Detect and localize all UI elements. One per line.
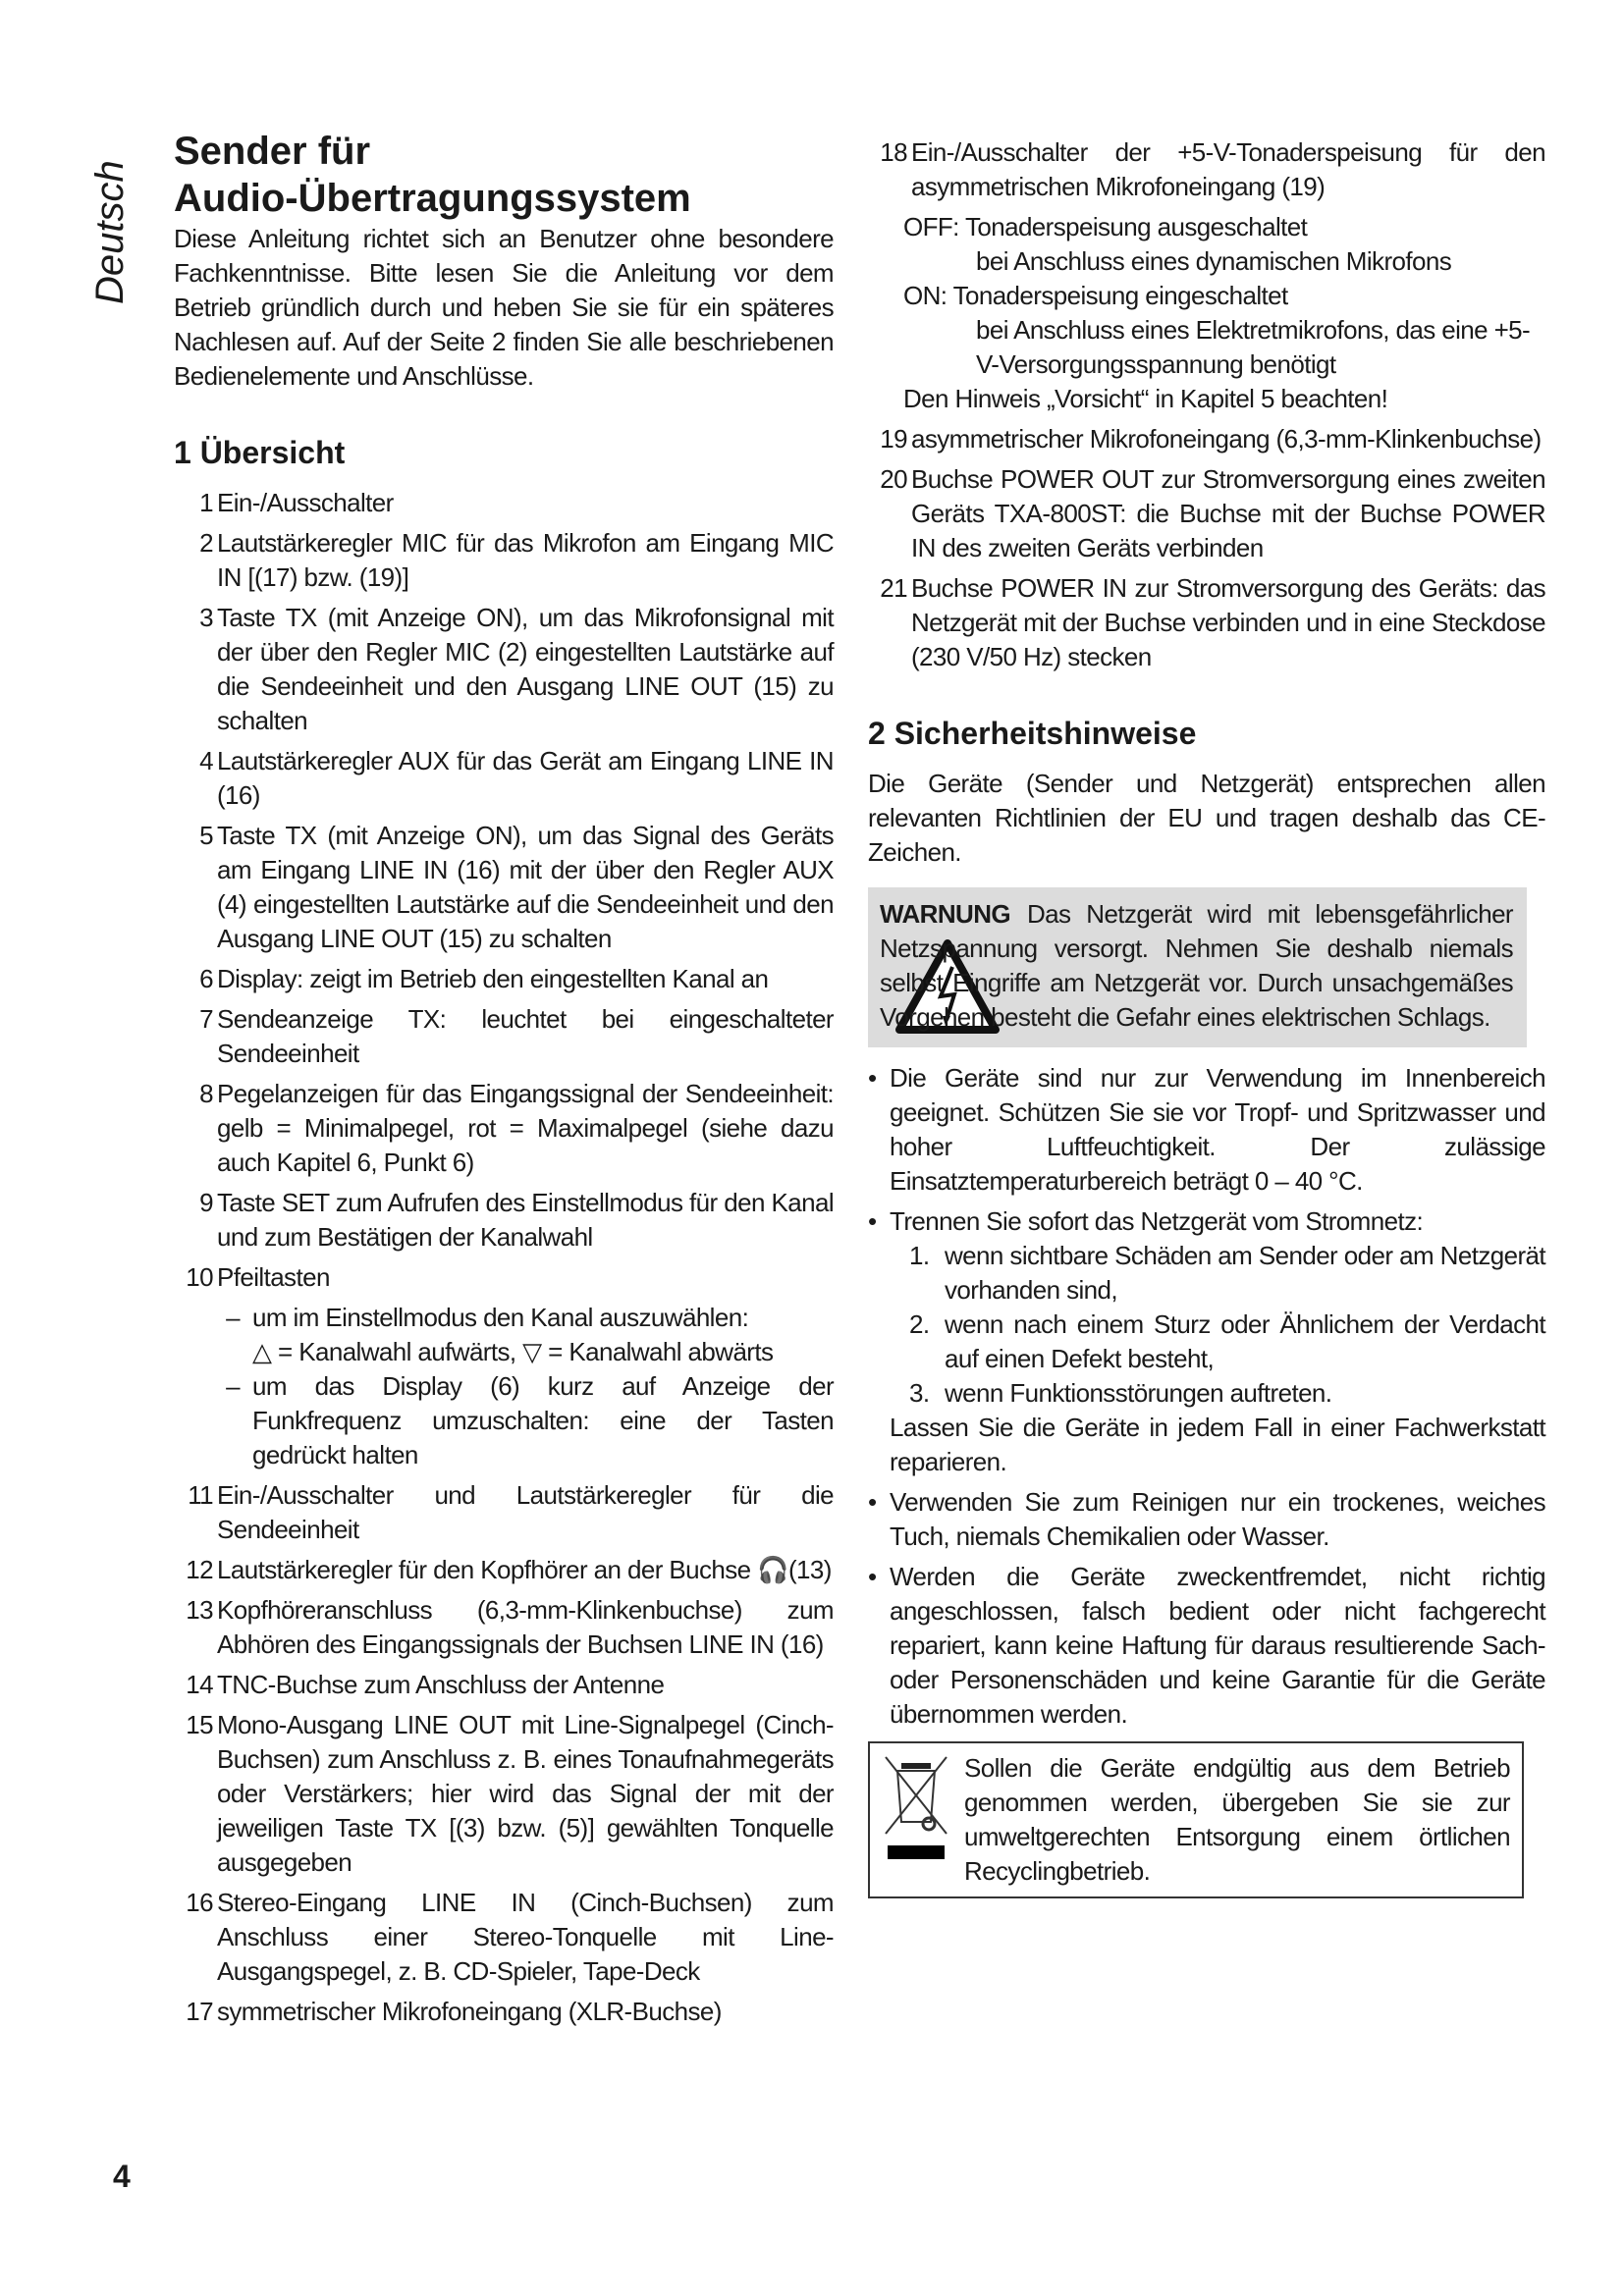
- option-on-desc: bei Anschluss eines Elektretmikrofons, das eine +5-V-Versorgungsspannung benötigt: [976, 315, 1531, 379]
- subitem-text: um im Einstellmodus den Kanal auszuwählen:: [252, 1303, 749, 1332]
- subitem-text: um das Display (6) kurz auf Anzeige der Funkfrequenz umzuschalten: eine der Tasten gedrückt halten: [252, 1371, 834, 1469]
- item-number: 9: [199, 1188, 213, 1217]
- numbered-text: wenn sichtbare Schäden am Sender oder am Netzgerät vorhanden sind,: [945, 1241, 1545, 1305]
- item-text: Pfeiltasten: [217, 1262, 330, 1292]
- item-number: 17: [186, 1997, 213, 2026]
- bullet-item: • Die Geräte sind nur zur Verwendung im Innenbereich geeignet. Schützen Sie sie vor Tropf- und Spritzwasser und hoher Luftfeuchtigkeit. Der zulässige Einsatztemperaturbereich beträgt 0 – 40 °C.: [868, 1061, 1545, 1199]
- item-text: Taste TX (mit Anzeige ON), um das Mikrofonsignal mit der über den Regler MIC (2) eingestellten Lautstärke auf die Sendeeinheit und den Ausgang LINE OUT (15) zu schalten: [217, 603, 834, 735]
- section-1-heading: 1 Übersicht: [174, 435, 346, 470]
- item-text: TNC-Buchse zum Anschluss der Antenne: [217, 1670, 665, 1699]
- list-subitem: – um im Einstellmodus den Kanal auszuwählen:: [213, 1301, 834, 1335]
- list-item: [174, 819, 834, 956]
- list-item: [174, 1593, 834, 1662]
- item-text: Ein-/Ausschalter: [217, 488, 394, 517]
- item-text: Lautstärkeregler für den Kopfhörer an der Buchse 🎧(13): [217, 1555, 832, 1584]
- item-text: Sendeanzeige TX: leuchtet bei eingeschalteter Sendeeinheit: [217, 1004, 834, 1068]
- bullet-text: Trennen Sie sofort das Netzgerät vom Stromnetz:: [890, 1206, 1424, 1236]
- item-number: 3: [199, 603, 213, 632]
- item-text: Display: zeigt im Betrieb den eingestellten Kanal an: [217, 964, 769, 993]
- list-item: [174, 1886, 834, 1989]
- list-item: [174, 526, 834, 595]
- list-item: [174, 1708, 834, 1880]
- section-2-heading: 2 Sicherheitshinweise: [868, 716, 1197, 751]
- item-text: Pegelanzeigen für das Eingangssignal der Sendeeinheit: gelb = Minimalpegel, rot = Maximalpegel (siehe dazu auch Kapitel 6, Punkt 6): [217, 1079, 834, 1177]
- subitem-text: △ = Kanalwahl aufwärts, ▽ = Kanalwahl abwärts: [252, 1337, 774, 1366]
- item-number: 7: [199, 1004, 213, 1034]
- warning-text: Das Netzgerät wird mit lebensgefährlicher Netzspannung versorgt. Nehmen Sie deshalb niemals selbst Eingriffe am Netzgerät vor. Durch unsachgemäßes Vorgehen besteht die Gefahr eines elektrischen Schlags.: [880, 899, 1513, 1032]
- bullet-item: • Trennen Sie sofort das Netzgerät vom Stromnetz: 1. wenn sichtbare Schäden am Sender oder am Netzgerät vorhanden sind, 2. wenn nach einem Sturz oder Ähnlichem der Verdacht auf einen Defekt besteht, 3. wenn Funktionsstörungen auftreten. Lassen Sie die Geräte in jedem Fall in einer Fachwerkstatt reparieren.: [868, 1204, 1545, 1479]
- numbered-text: wenn Funktionsstörungen auftreten.: [945, 1378, 1332, 1408]
- item-number: 6: [199, 964, 213, 993]
- item-text: Lautstärkeregler AUX für das Gerät am Eingang LINE IN (16): [217, 746, 834, 810]
- list-item: [174, 1478, 834, 1547]
- item-number: 10: [186, 1262, 213, 1292]
- list-item: [174, 1260, 834, 1295]
- disposal-text: Sollen die Geräte endgültig aus dem Betrieb genommen werden, übergeben Sie sie zur umweltgerechten Entsorgung einem örtlichen Recyclingbetrieb.: [964, 1753, 1510, 1886]
- list-item: [868, 422, 1545, 456]
- item-number: 16: [186, 1888, 213, 1917]
- disposal-box: [868, 1741, 1524, 1898]
- list-item: [174, 486, 834, 520]
- item-text: Ein-/Ausschalter der +5-V-Tonaderspeisung für den asymmetrischen Mikrofoneingang (19): [911, 137, 1545, 201]
- numbered-item: 3. wenn Funktionsstörungen auftreten.: [909, 1376, 1545, 1411]
- overview-list: [174, 486, 834, 1295]
- item-number: 18: [880, 137, 907, 167]
- overview-list-3: [868, 422, 1545, 674]
- item-number: 4: [199, 746, 213, 775]
- option-off: OFF: Tonaderspeisung ausgeschaltet: [903, 212, 1308, 241]
- bullet-text: Verwenden Sie zum Reinigen nur ein trockenes, weiches Tuch, niemals Chemikalien oder Wasser.: [890, 1487, 1545, 1551]
- item-text: Ein-/Ausschalter und Lautstärkeregler für die Sendeeinheit: [217, 1480, 834, 1544]
- item-number: 1: [199, 488, 213, 517]
- item-text: Mono-Ausgang LINE OUT mit Line-Signalpegel (Cinch-Buchsen) zum Anschluss z. B. eines Tonaufnahmegeräts oder Verstärkers; hier wird das Signal der mit der jeweiligen Taste TX [(3) bzw. (5)] gewählten Tonquelle ausgegeben: [217, 1710, 834, 1877]
- item-text: Taste TX (mit Anzeige ON), um das Signal des Geräts am Eingang LINE IN (16) mit der über den Regler AUX (4) eingestellten Lautstärke auf die Sendeeinheit und den Ausgang LINE OUT (15) zu schalten: [217, 821, 834, 953]
- item-text: Buchse POWER IN zur Stromversorgung des Geräts: das Netzgerät mit der Buchse verbinden und in eine Steckdose (230 V/50 Hz) stecken: [911, 573, 1545, 671]
- list-item: [174, 962, 834, 996]
- item-text: Stereo-Eingang LINE IN (Cinch-Buchsen) zum Anschluss einer Stereo-Tonquelle mit Line-Ausgangspegel, z. B. CD-Spieler, Tape-Deck: [217, 1888, 834, 1986]
- option-on: ON: Tonaderspeisung eingeschaltet: [903, 281, 1288, 310]
- item-text: Taste SET zum Aufrufen des Einstellmodus für den Kanal und zum Bestätigen der Kanalwahl: [217, 1188, 834, 1252]
- item-text: asymmetrischer Mikrofoneingang (6,3-mm-Klinkenbuchse): [911, 424, 1542, 454]
- item-number: 8: [199, 1079, 213, 1108]
- numbered-item: 1. wenn sichtbare Schäden am Sender oder am Netzgerät vorhanden sind,: [909, 1239, 1545, 1308]
- title-line-1: Sender für: [174, 130, 371, 173]
- weee-bin-icon: [882, 1751, 950, 1869]
- item-number: 20: [880, 464, 907, 494]
- bullet-item: • Werden die Geräte zweckentfremdet, nicht richtig angeschlossen, falsch bedient oder nicht fachgerecht repariert, kann keine Haftung für daraus resultierende Sach- oder Personenschäden und keine Garantie für die Geräte übernommen werden.: [868, 1560, 1545, 1732]
- list-item: [868, 135, 1545, 204]
- page-number: 4: [113, 2159, 131, 2194]
- bullet-text: Die Geräte sind nur zur Verwendung im Innenbereich geeignet. Schützen Sie sie vor Tropf- und Spritzwasser und hoher Luftfeuchtigkeit. Der zulässige Einsatztemperaturbereich beträgt 0 – 40 °C.: [890, 1063, 1545, 1196]
- numbered-item: 2. wenn nach einem Sturz oder Ähnlichem der Verdacht auf einen Defekt besteht,: [909, 1308, 1545, 1376]
- bullet-item: • Verwenden Sie zum Reinigen nur ein trockenes, weiches Tuch, niemals Chemikalien oder Wasser.: [868, 1485, 1545, 1554]
- item-number: 5: [199, 821, 213, 850]
- item-text: Kopfhöreranschluss (6,3-mm-Klinkenbuchse) zum Abhören des Eingangssignals der Buchsen LINE IN (16): [217, 1595, 834, 1659]
- list-item: [174, 744, 834, 813]
- intro-text: Diese Anleitung richtet sich an Benutzer ohne besondere Fachkenntnisse. Bitte lesen Sie die Anleitung vor dem Betrieb gründlich durch und heben Sie sie für ein späteres Nachlesen auf. Auf der Seite 2 finden Sie alle beschriebenen Bedienelemente und Anschlüsse.: [174, 224, 834, 391]
- list-item: [174, 1553, 834, 1587]
- list-item: [174, 1002, 834, 1071]
- bullet-text: Lassen Sie die Geräte in jedem Fall in einer Fachwerkstatt reparieren.: [890, 1413, 1545, 1476]
- list-subitem: – um das Display (6) kurz auf Anzeige der Funkfrequenz umzuschalten: eine der Tasten gedrückt halten: [213, 1369, 834, 1472]
- item-text: Lautstärkeregler MIC für das Mikrofon am Eingang MIC IN [(17) bzw. (19)]: [217, 528, 834, 592]
- list-item: [174, 1995, 834, 2029]
- title-line-2: Audio-Übertragungssystem: [174, 177, 691, 220]
- item-number: 15: [186, 1710, 213, 1739]
- warning-label: WARNUNG: [880, 899, 1011, 929]
- list-item: [868, 571, 1545, 674]
- item-number: 2: [199, 528, 213, 558]
- list-item: [174, 1077, 834, 1180]
- left-column: [174, 128, 834, 2035]
- option-off-desc: bei Anschluss eines dynamischen Mikrofons: [976, 246, 1452, 276]
- item-text: Buchse POWER OUT zur Stromversorgung eines zweiten Geräts TXA-800ST: die Buchse mit der Buchse POWER IN des zweiten Geräts verbinden: [911, 464, 1545, 562]
- item-number: 11: [188, 1480, 213, 1510]
- overview-list-2: [174, 1478, 834, 2029]
- language-label: Deutsch: [88, 160, 132, 304]
- page-title: [174, 128, 834, 222]
- section-2-intro: Die Geräte (Sender und Netzgerät) entsprechen allen relevanten Richtlinien der EU und tragen deshalb das CE-Zeichen.: [868, 769, 1545, 867]
- list-item: [174, 1668, 834, 1702]
- item-number: 21: [880, 573, 907, 603]
- item-number: 14: [186, 1670, 213, 1699]
- item-number: 19: [880, 424, 907, 454]
- list-item: [174, 601, 834, 738]
- numbered-text: wenn nach einem Sturz oder Ähnlichem der Verdacht auf einen Defekt besteht,: [945, 1309, 1545, 1373]
- item-number: 13: [186, 1595, 213, 1625]
- item-number: 12: [186, 1555, 213, 1584]
- warning-box: [868, 887, 1527, 1047]
- list-item: [868, 462, 1545, 565]
- bullet-text: Werden die Geräte zweckentfremdet, nicht richtig angeschlossen, falsch bedient oder nicht fachgerecht repariert, kann keine Haftung für daraus resultierende Sach- oder Personenschäden und keine Garantie für die Geräte übernommen werden.: [890, 1562, 1545, 1729]
- list-item: [174, 1186, 834, 1255]
- right-column: [868, 135, 1545, 1898]
- note-text: Den Hinweis „Vorsicht“ in Kapitel 5 beachten!: [903, 384, 1388, 413]
- item-text: symmetrischer Mikrofoneingang (XLR-Buchse): [217, 1997, 722, 2026]
